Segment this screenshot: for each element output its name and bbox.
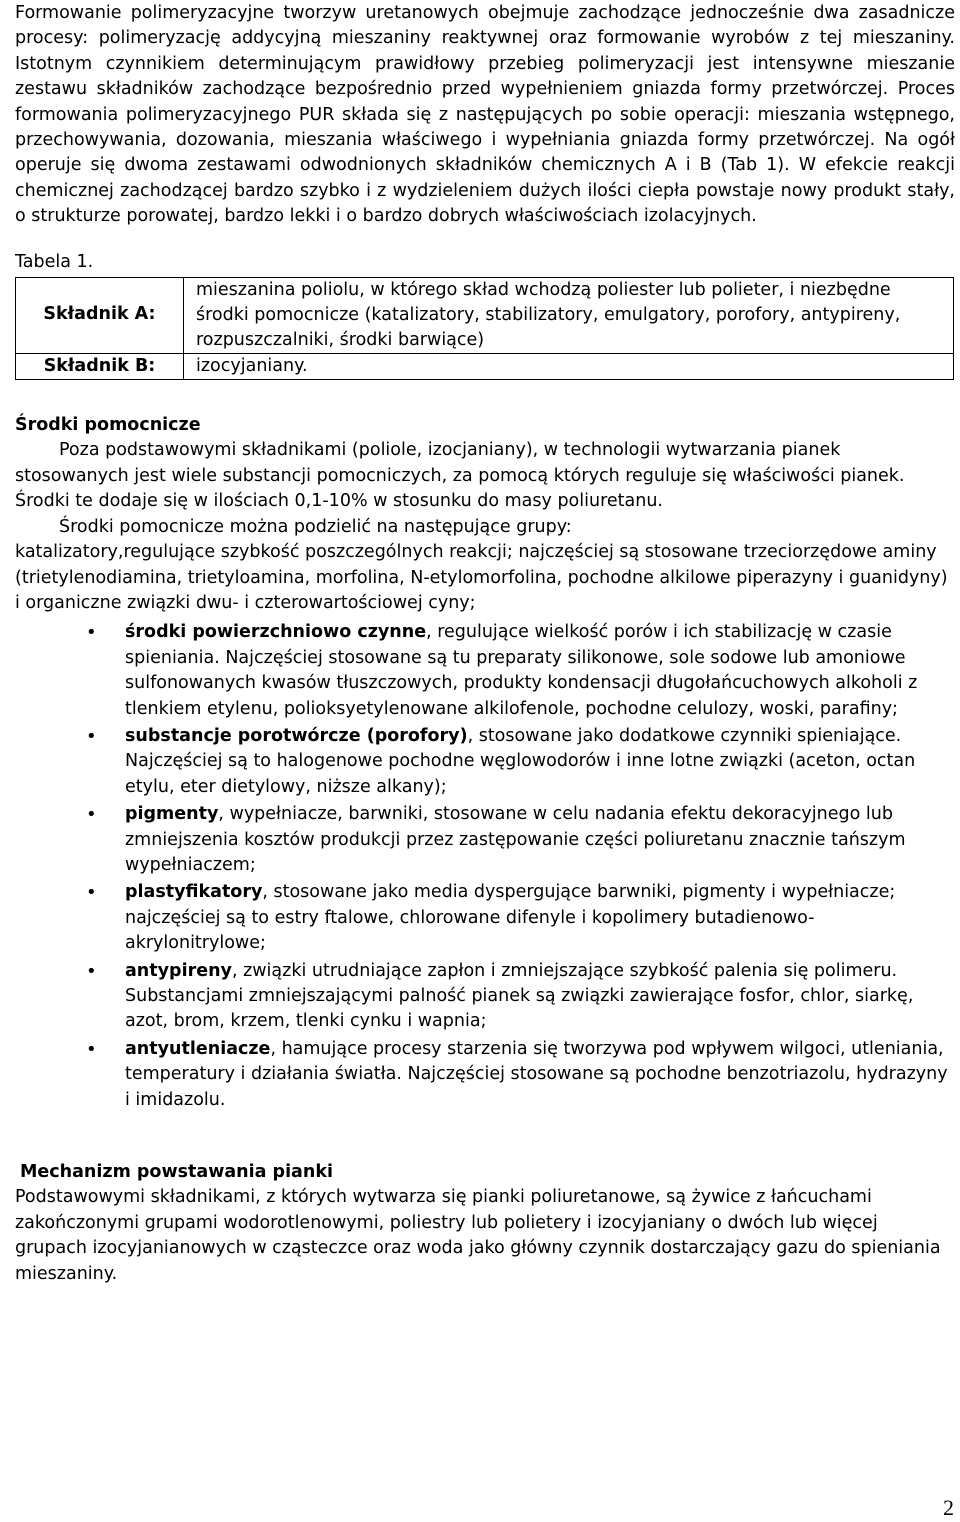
list-item-text: , stosowane jako media dyspergujące barwniki, pigmenty i wypełniacze; najczęściej są to estry ftalowe, chlorowane difenyle i kopolimery butadienowo-akrylonitrylowe; xyxy=(125,882,896,954)
srodki-paragraph-3: katalizatory,regulujące szybkość poszczególnych reakcji; najczęściej są stosowane trzeciorzędowe aminy (trietylenodiamina, trietyloamina, morfolina, N-etylomorfolina, pochodne alkilowe piperazyny i guanidyny) i organiczne związki dwu- i czterowartościowej cyny; xyxy=(15,542,948,613)
list-item-term: substancje porotwórcze (porofory) xyxy=(125,725,468,746)
srodki-paragraph-2: Środki pomocnicze można podzielić na następujące grupy: xyxy=(59,516,572,537)
section-heading-mechanizm: Mechanizm powstawania pianki xyxy=(20,1162,333,1183)
list-item xyxy=(15,1037,955,1113)
table-row xyxy=(16,277,954,353)
srodki-paragraph-1: Poza podstawowymi składnikami (poliole, izocjaniany), w technologii wytwarzania pianek stosowanych jest wiele substancji pomocniczych, za pomocą których reguluje się właściwości pianek. Środki te dodaje się w ilościach 0,1-10% w stosunku do masy poliuretanu. xyxy=(15,440,905,512)
list-item-text: , wypełniacze, barwniki, stosowane w celu nadania efektu dekoracyjnego lub zmniejszenia kosztów produkcji przez zastępowanie części poliuretanu znacznie tańszym wypełniaczem; xyxy=(125,804,906,875)
table-row xyxy=(16,353,954,379)
list-item xyxy=(15,802,955,878)
bullet-icon: • xyxy=(86,960,97,982)
bullet-icon: • xyxy=(86,725,97,747)
list-item-text: , hamujące procesy starzenia się tworzywa pod wpływem wilgoci, utleniania, temperatury i działania światła. Najczęściej stosowane są pochodne benzotriazolu, hydrazyny i imidazolu. xyxy=(125,1038,948,1110)
list-item-term: antyutleniacze xyxy=(125,1038,271,1059)
component-a-label: Składnik A: xyxy=(16,277,184,353)
section-heading-srodki: Środki pomocnicze xyxy=(15,415,201,436)
page-number: 2 xyxy=(943,1494,954,1520)
bullet-icon: • xyxy=(86,622,97,644)
list-item-term: pigmenty xyxy=(125,804,219,825)
table-caption: Tabela 1. xyxy=(15,251,94,272)
bullet-icon: • xyxy=(86,1038,97,1060)
auxiliary-agents-list xyxy=(15,620,955,1113)
list-item-text: , regulujące wielkość porów i ich stabilizację w czasie spieniania. Najczęściej stosowane są tu preparaty silikonowe, sole sodowe lub amoniowe sulfonowanych kwasów tłuszczowych, produkty kondensacji długołańcuchowych alkoholi z tlenkiem etylenu, polioksyetylenowane alkilofenole, pochodne celulozy, woski, parafiny; xyxy=(125,622,918,719)
component-b-text: izocyjaniany. xyxy=(184,353,954,379)
document-page xyxy=(15,0,955,1287)
mechanizm-paragraph: Podstawowymi składnikami, z których wytwarza się pianki poliuretanowe, są żywice z łańcuchami zakończonymi grupami wodorotlenowymi, poliestry lub polietery i izocyjaniany o dwóch lub więcej grupach izocyjanianowych w cząsteczce oraz woda jako główny czynnik dostarczający gazu do spieniania mieszaniny. xyxy=(15,1187,941,1284)
list-item xyxy=(15,880,955,956)
list-item-term: antypireny xyxy=(125,960,232,981)
list-item xyxy=(15,620,955,722)
list-item-text: , stosowane jako dodatkowe czynniki spieniające. Najczęściej są to halogenowe pochodne węglowodorów i inne lotne związki (aceton, octan etylu, eter dietylowy, niższe alkany); xyxy=(125,725,916,797)
list-item xyxy=(15,959,955,1035)
component-b-label: Składnik B: xyxy=(16,353,184,379)
component-a-text: mieszanina poliolu, w którego skład wchodzą poliester lub polieter, i niezbędne środki pomocnicze (katalizatory, stabilizatory, emulgatory, porofory, antypireny, rozpuszczalniki, środki barwiące) xyxy=(184,277,954,353)
list-item-text: , związki utrudniające zapłon i zmniejszające szybkość palenia się polimeru. Substancjami zmniejszającymi palność pianek są związki zawierające fosfor, chlor, siarkę, azot, brom, krzem, tlenki cynku i wapnia; xyxy=(125,960,914,1032)
list-item xyxy=(15,724,955,800)
components-table xyxy=(15,277,954,380)
list-item-term: plastyfikatory xyxy=(125,882,263,903)
bullet-icon: • xyxy=(86,882,97,904)
intro-paragraph: Formowanie polimeryzacyjne tworzyw uretanowych obejmuje zachodzące jednocześnie dwa zasadnicze procesy: polimeryzację addycyjną mieszaniny reaktywnej oraz formowanie wyrobów z tej mieszaniny. Istotnym czynnikiem determinującym prawidłowy przebieg polimeryzacji jest intensywne mieszanie zestawu składników zachodzące bezpośrednio przed wypełnieniem gniazda formy przetwórczej. Proces formowania polimeryzacyjnego PUR składa się z następujących po sobie operacji: mieszania wstępnego, przechowywania, dozowania, mieszania właściwego i wypełniania gniazda formy przetwórczej. Na ogół operuje się dwoma zestawami odwodnionych składników chemicznych A i B (Tab 1). W efekcie reakcji chemicznej zachodzącej bardzo szybko i z wydzieleniem dużych ilości ciepła powstaje nowy produkt stały, o strukturze porowatej, bardzo lekki i o bardzo dobrych właściwościach izolacyjnych. xyxy=(15,3,955,227)
list-item-term: środki powierzchniowo czynne xyxy=(125,622,427,643)
bullet-icon: • xyxy=(86,804,97,826)
